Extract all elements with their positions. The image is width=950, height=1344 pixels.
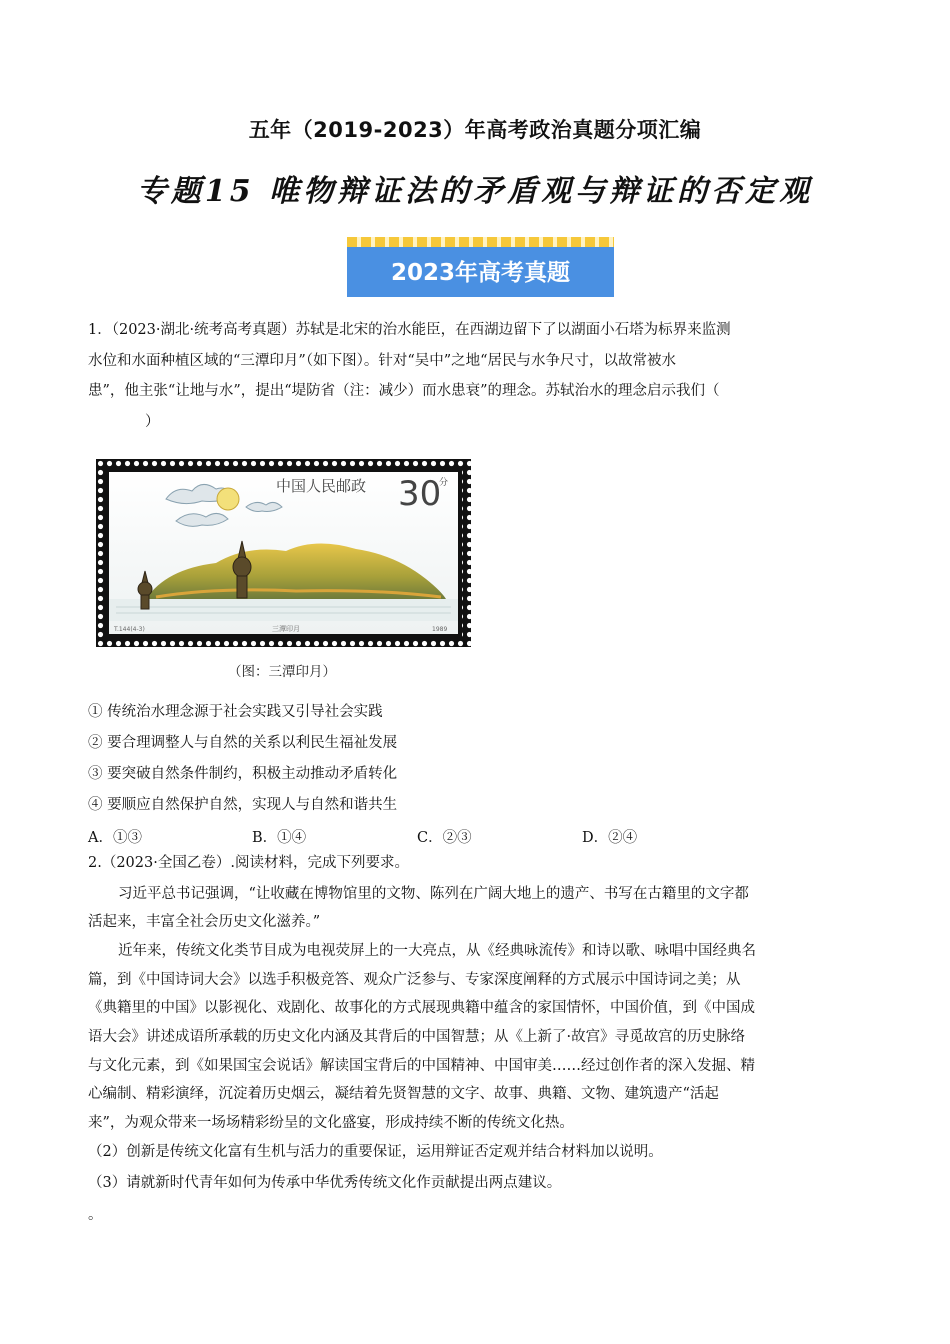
moon-shape xyxy=(217,488,239,510)
section-banner xyxy=(347,237,614,297)
doc-title: 五年（2019-2023）年高考政治真题分项汇编 xyxy=(248,118,702,142)
statement-3: ③ 要突破自然条件制约，积极主动推动矛盾转化 xyxy=(88,766,398,782)
q2-para2-line1: 近年来，传统文化类节目成为电视荧屏上的一大亮点，从《经典咏流传》和诗以歌、咏唱中国经典名 xyxy=(118,943,756,959)
q2-para1-line1: 习近平总书记强调，“让收藏在博物馆里的文物、陈列在广阔大地上的遗产、书写在古籍里的文字都 xyxy=(118,886,749,902)
doc-subtitle: 专题15 唯物辩证法的矛盾观与辩证的否定观 xyxy=(136,174,814,209)
banner-strip xyxy=(347,237,614,247)
stamp-year: 1989 xyxy=(432,626,448,633)
stamp-name: 三潭印月 xyxy=(272,625,300,633)
figure-caption: （图：三潭印月） xyxy=(228,664,336,680)
q1-line2: 水位和水面种植区域的“三潭印月”（如下图）。针对“吴中”之地“居民与水争尺寸，以故常被水 xyxy=(88,353,677,369)
stamp-image xyxy=(96,459,471,647)
option-c: C．②③ xyxy=(417,830,472,846)
stamp-value: 30 xyxy=(398,474,442,514)
q2-end: 。 xyxy=(88,1207,103,1223)
q2-para2-line5: 与文化元素，到《如果国宝会说话》解读国宝背后的中国精神、中国审美……经过创作者的深入发掘、精 xyxy=(88,1058,755,1074)
banner-text: 2023年高考真题 xyxy=(390,260,570,286)
statement-1: ① 传统治水理念源于社会实践又引导社会实践 xyxy=(88,704,383,720)
statement-2: ② 要合理调整人与自然的关系以利民生福祉发展 xyxy=(88,735,398,751)
option-b: B．①④ xyxy=(252,830,307,846)
q1-line3: 患”，他主张“让地与水”，提出“堤防省（注：减少）而水患衰”的理念。苏轼治水的理念启示我们（ xyxy=(88,383,720,399)
q2-para2-line2: 篇，到《中国诗词大会》以选手积极竞答、观众广泛参与、专家深度阐释的方式展示中国诗词之美；从 xyxy=(88,972,741,988)
q1-line4: ） xyxy=(145,414,160,430)
stamp-unit: 分 xyxy=(439,478,449,488)
option-a: A．①③ xyxy=(88,830,142,846)
statement-4: ④ 要顺应自然保护自然，实现人与自然和谐共生 xyxy=(88,797,398,813)
stamp-code: T.144(4-3) xyxy=(114,626,145,633)
q2-para2-line4: 语大会》讲述成语所承载的历史文化内涵及其背后的中国智慧；从《上新了·故宫》寻觅故宫的历史脉络 xyxy=(88,1029,746,1045)
q2-sub2: （2）创新是传统文化富有生机与活力的重要保证，运用辩证否定观并结合材料加以说明。 xyxy=(88,1144,663,1160)
q2-para2-line3: 《典籍里的中国》以影视化、戏剧化、故事化的方式展现典籍中蕴含的家国情怀，中国价值，到《中国成 xyxy=(88,1000,755,1016)
option-d: D．②④ xyxy=(582,830,638,846)
q2-para2-line6: 心编制、精彩演绎，沉淀着历史烟云，凝结着先贤智慧的文字、故事、典籍、文物、建筑遗产“活起 xyxy=(88,1086,719,1102)
q2-para2-line7: 来”，为观众带来一场场精彩纷呈的文化盛宴，形成持续不断的传统文化热。 xyxy=(88,1115,574,1131)
stamp-country: 中国人民邮政 xyxy=(276,477,367,495)
q1-line1: 1．（2023·湖北·统考高考真题）苏轼是北宋的治水能臣，在西湖边留下了以湖面小石塔为标界来监测 xyxy=(88,322,731,338)
q2-sub3: （3）请就新时代青年如何为传承中华优秀传统文化作贡献提出两点建议。 xyxy=(88,1175,562,1191)
q2-line1: 2.（2023·全国乙卷）.阅读材料，完成下列要求。 xyxy=(88,855,409,871)
q2-para1-line2: 活起来，丰富全社会历史文化滋养。” xyxy=(88,914,321,930)
